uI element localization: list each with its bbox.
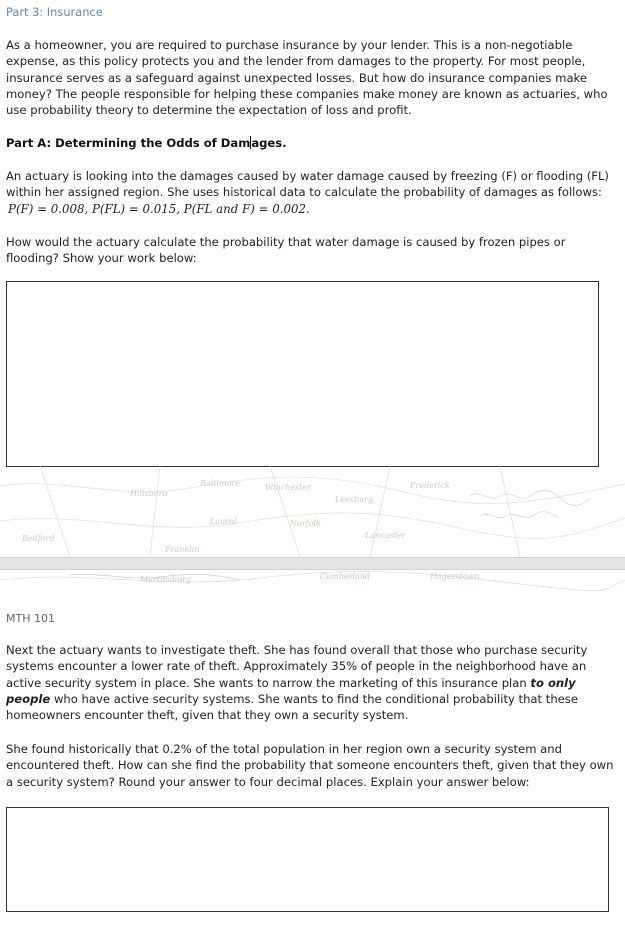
part-a-heading-end: ages. xyxy=(251,136,287,150)
part-a-paragraph: An actuary is looking into the damages caused by water damage caused by freezing (F) or flooding (FL) within her assigned region. She uses historical data to calculate the probability of damages as follows: xyxy=(6,169,609,200)
map-label: Frederick xyxy=(410,481,450,490)
document-page-2 xyxy=(0,570,625,925)
map-label: Franklin xyxy=(165,545,200,554)
background-map-watermark xyxy=(0,466,625,557)
part-b-paragraph-2: She found historically that 0.2% of the total population in her region own a security system and encountered theft. How can she find the probability that someone encounters theft, given that they own a security system? Round your answer to four decimal places. Explain your answer below: xyxy=(6,742,614,789)
map-label: Norfolk xyxy=(290,519,321,528)
part-b-paragraph-1 xyxy=(6,642,618,723)
part-a-answer-box[interactable] xyxy=(6,281,599,467)
part-a-heading xyxy=(6,135,618,151)
part-b-p1-start: Next the actuary wants to investigate theft. She has found overall that those who purchase security systems encounter a lower rate of theft. Approximately 35% of people in the neighborhood have an active security system in place. She wants to narrow the marketing of this insurance plan xyxy=(6,643,588,690)
map-label: Bedford xyxy=(22,534,55,543)
map-label: Martinsburg xyxy=(140,575,192,584)
intro-paragraph: As a homeowner, you are required to purchase insurance by your lender. This is a non-negotiable expense, as this policy protects you and the lender from damages to the property. For most people, insurance serves as a safeguard against unexpected losses. But how do insurance companies make money? The people responsible for helping these companies make money are known as actuaries, who use probability theory to determine the expectation of loss and profit. xyxy=(6,38,608,118)
part-b-answer-box[interactable] xyxy=(6,807,609,912)
page-break xyxy=(0,557,625,570)
section-title: Part 3: Insurance xyxy=(6,5,103,19)
map-label: Hillsboro xyxy=(130,489,168,498)
page-header: MTH 101 xyxy=(6,612,55,625)
part-a-heading-start: Part A: Determining the Odds of Dam xyxy=(6,136,251,150)
background-map-watermark xyxy=(0,570,625,610)
part-b-emphasis: to only people xyxy=(6,675,576,706)
part-b-p1-end: who have active security systems. She wants to find the conditional probability that these homeowners encounter theft, given that they own a security system. xyxy=(6,691,578,723)
map-label: Baltimore xyxy=(200,479,240,488)
part-a-formula: P(F) = 0.008, P(FL) = 0.015, P(FL and F) = 0.002. xyxy=(8,202,310,216)
map-label: Cumberland xyxy=(320,572,371,581)
map-label: Winchester xyxy=(265,483,312,492)
part-a-question: How would the actuary calculate the probability that water damage is caused by frozen pipes or flooding? Show your work below: xyxy=(6,235,566,266)
map-label: Leesburg xyxy=(335,495,374,504)
map-label: Lancaster xyxy=(365,531,406,540)
map-label: Laurel xyxy=(210,517,237,526)
map-label: Hagerstown xyxy=(430,572,480,581)
